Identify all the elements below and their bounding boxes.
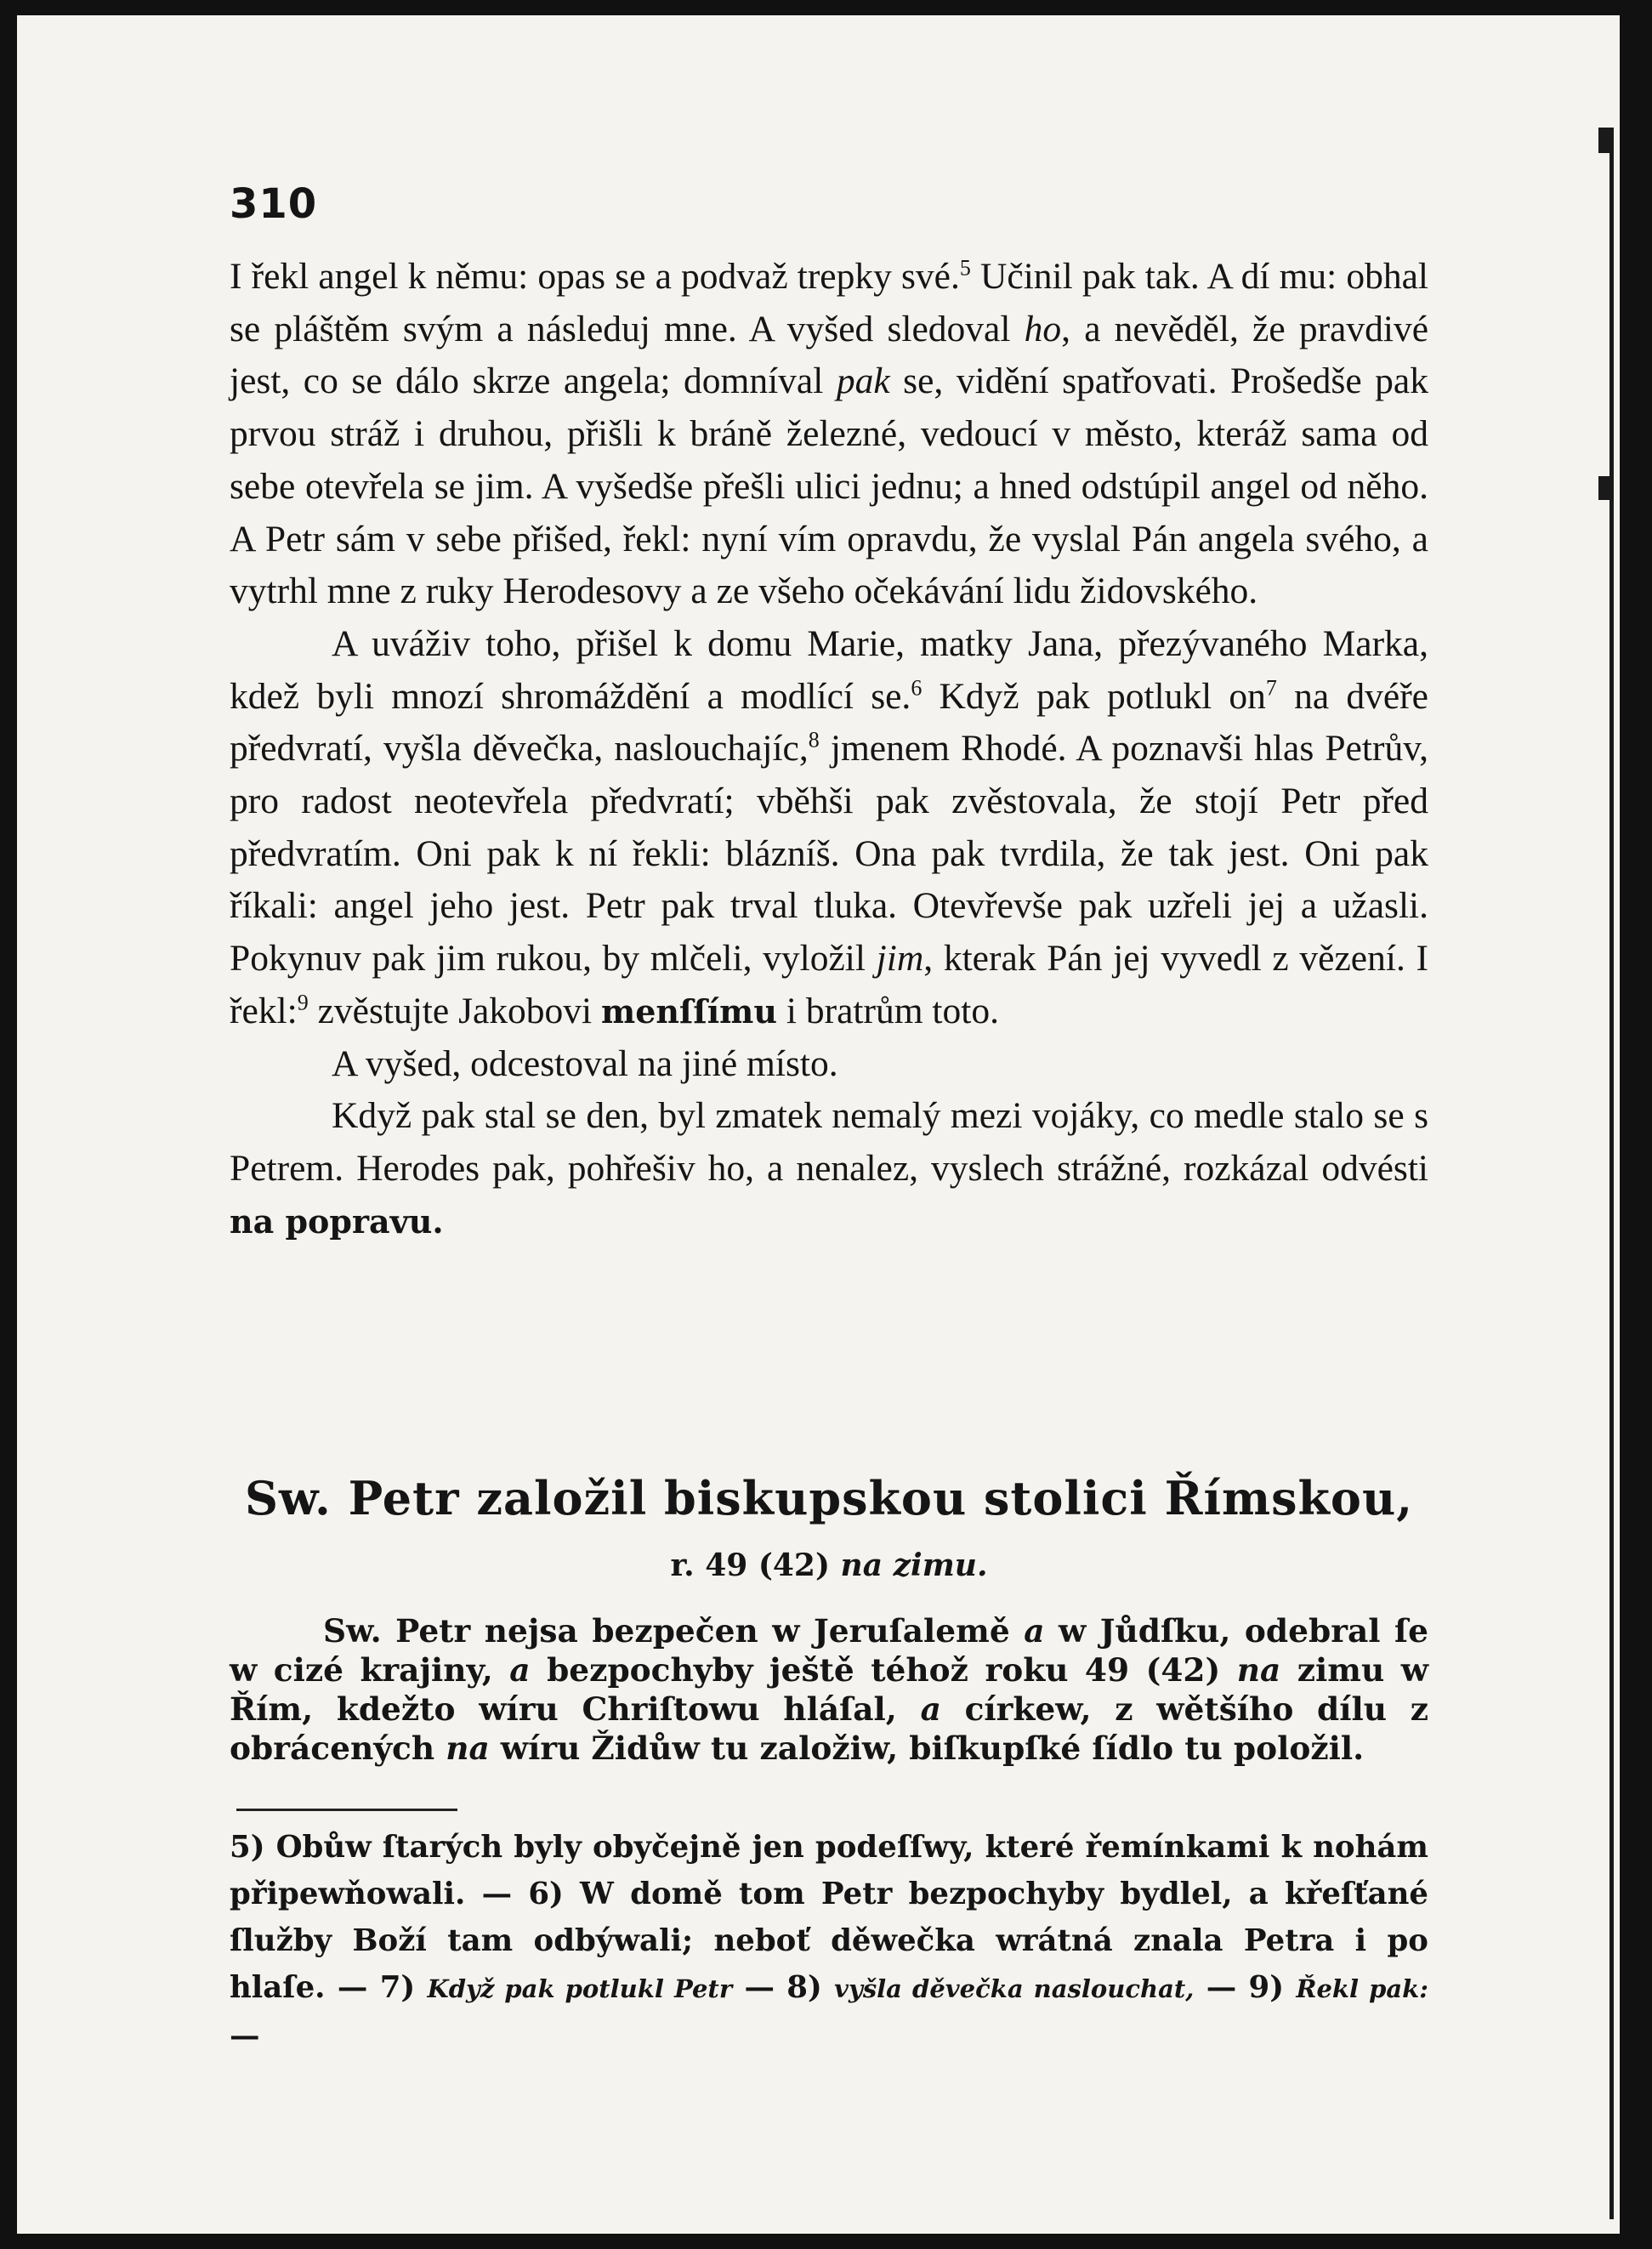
italic-text: ho <box>1024 308 1062 349</box>
footnote-ref: 7 <box>1265 675 1277 701</box>
footnotes <box>230 1824 1428 2059</box>
italic-text: a <box>920 1690 941 1728</box>
text-run: Sw. Petr nejsa bezpečen w Jeruſalemě <box>323 1612 1025 1650</box>
page-edge-mark <box>1598 476 1610 500</box>
italic-text: Řekl pak: <box>1296 1974 1428 2003</box>
page-edge-rule <box>1609 128 1614 2219</box>
text-run: A vyšed, odcestoval na jiné místo. <box>332 1042 838 1084</box>
text-run: — 8) <box>732 1970 835 2005</box>
text-run: se, vidění spatřovati. Prošedše pak prvou stráž i druhou, přišli k bráně železné, vedoucí v město, kteráž sama od sebe otevřela se jim. A vyšedše přešli ulici jednu; a hned odstúpil angel od něho. A Petr sám v sebe přišed, řekl: nyní vím opravdu, že vyslal Pán angela svého, a vytrhl mne z ruky Herodesovy a ze všeho očekávání lidu židovského. <box>230 361 1428 612</box>
text-run: , a nevěděl, že pravdivé jest, co se dálo skrze angela; domníval <box>230 308 1429 402</box>
scan-border-left <box>0 0 17 2249</box>
footnote-ref: 6 <box>911 675 923 701</box>
text-run: církew, z wětšího dílu z obrácených <box>230 1690 1428 1767</box>
section-subtitle-date: r. 49 (42) <box>670 1548 841 1583</box>
scan-border-bottom <box>0 2234 1652 2249</box>
scan-border-right <box>1620 0 1652 2249</box>
section-title: Sw. Petr založil biskupskou stolici Římskou, <box>244 1471 1414 1525</box>
italic-text: na <box>446 1729 490 1767</box>
italic-text: pak <box>836 361 890 402</box>
section-body <box>230 1611 1428 1768</box>
italic-text: jim <box>876 938 924 980</box>
text-run: 5) Obůw ſtarých byly obyčejně jen podeſſwy, které řemínkami k nohám připewňowali. — 6) W domě tom Petr bezpochyby bydlel, a křeſťané ſlužby Boží tam odbýwali; neboť děwečka wrátná znala Petra i po hlaſe. — 7) <box>230 1830 1428 2005</box>
text-run: wíru Židůw tu založiw, biſkupſké ſídlo tu položil. <box>489 1729 1365 1767</box>
text-run: , kterak Pán jej vyvedl z vězení. I řekl: <box>230 938 1428 1031</box>
page-number: 310 <box>230 180 318 228</box>
fraktur-text: menſſímu <box>601 991 778 1031</box>
text-run: Učinil pak tak. A dí mu: obhal se pláštěm svým a následuj mne. A vyšed sledoval <box>230 256 1428 349</box>
text-run: zimu w Řím, kdežto wíru Chriſtowu hláſal, <box>230 1651 1428 1728</box>
footnote-ref: 5 <box>959 255 971 281</box>
section-subtitle <box>230 1548 1428 1583</box>
footnote-ref: 8 <box>808 727 820 753</box>
text-run: — 9) <box>1194 1970 1297 2005</box>
text-run: na dvéře předvratí, vyšla děvečka, naslouchajíc, <box>230 675 1428 770</box>
text-run: bezpochyby ještě téhož roku 49 (42) <box>530 1651 1237 1689</box>
paragraph <box>230 251 1428 618</box>
main-text <box>230 251 1428 1247</box>
text-run: w Jůdſku, odebral ſe w cizé krajiny, <box>230 1612 1428 1689</box>
paragraph <box>230 618 1428 1038</box>
scan-border-top <box>0 0 1652 15</box>
footnote-divider <box>236 1809 457 1811</box>
italic-text: a <box>1024 1612 1045 1650</box>
italic-text: a <box>509 1651 531 1689</box>
text-run: I řekl angel k němu: opas se a podvaž trepky své. <box>230 256 960 297</box>
text-run: Když pak stal se den, byl zmatek nemalý mezi vojáky, co medle stalo se s Petrem. Herodes pak, pohřešiv ho, a nenalez, vyslech strážné, rozkázal odvésti <box>230 1095 1428 1189</box>
section-subtitle-season: na zimu. <box>840 1548 988 1583</box>
text-run: zvěstujte Jakobovi <box>308 990 602 1031</box>
footnote-ref: 9 <box>297 990 309 1015</box>
paragraph <box>230 1038 1428 1091</box>
italic-text: vyšla děvečka naslouchat, <box>834 1974 1195 2003</box>
text-run: Když pak potlukl on <box>922 675 1266 717</box>
italic-text: na <box>1236 1651 1281 1689</box>
text-run: i bratrům toto. <box>777 990 999 1031</box>
text-run: jmenem Rhodé. A poznavši hlas Petrův, pro radost neotevřela předvratí; vběhši pak zvěstovala, že stojí Petr před předvratím. Oni pak k ní řekli: blázníš. Ona pak tvrdila, že tak jest. Oni pak říkali: angel jeho jest. Petr pak trval tluka. Otevřevše pak uzřeli jej a užasli. Pokynuv pak jim rukou, by mlčeli, vyložil <box>230 728 1428 980</box>
paragraph <box>230 1090 1428 1247</box>
italic-text: Když pak potlukl Petr <box>427 1974 733 2003</box>
page-edge-mark <box>1598 128 1610 153</box>
text-run: — <box>230 2019 260 2053</box>
text-run: A uváživ toho, přišel k domu Marie, matky Jana, přezývaného Marka, kdež byli mnozí shromáždění a modlící se. <box>230 622 1428 717</box>
fraktur-text: na popravu. <box>230 1201 444 1241</box>
